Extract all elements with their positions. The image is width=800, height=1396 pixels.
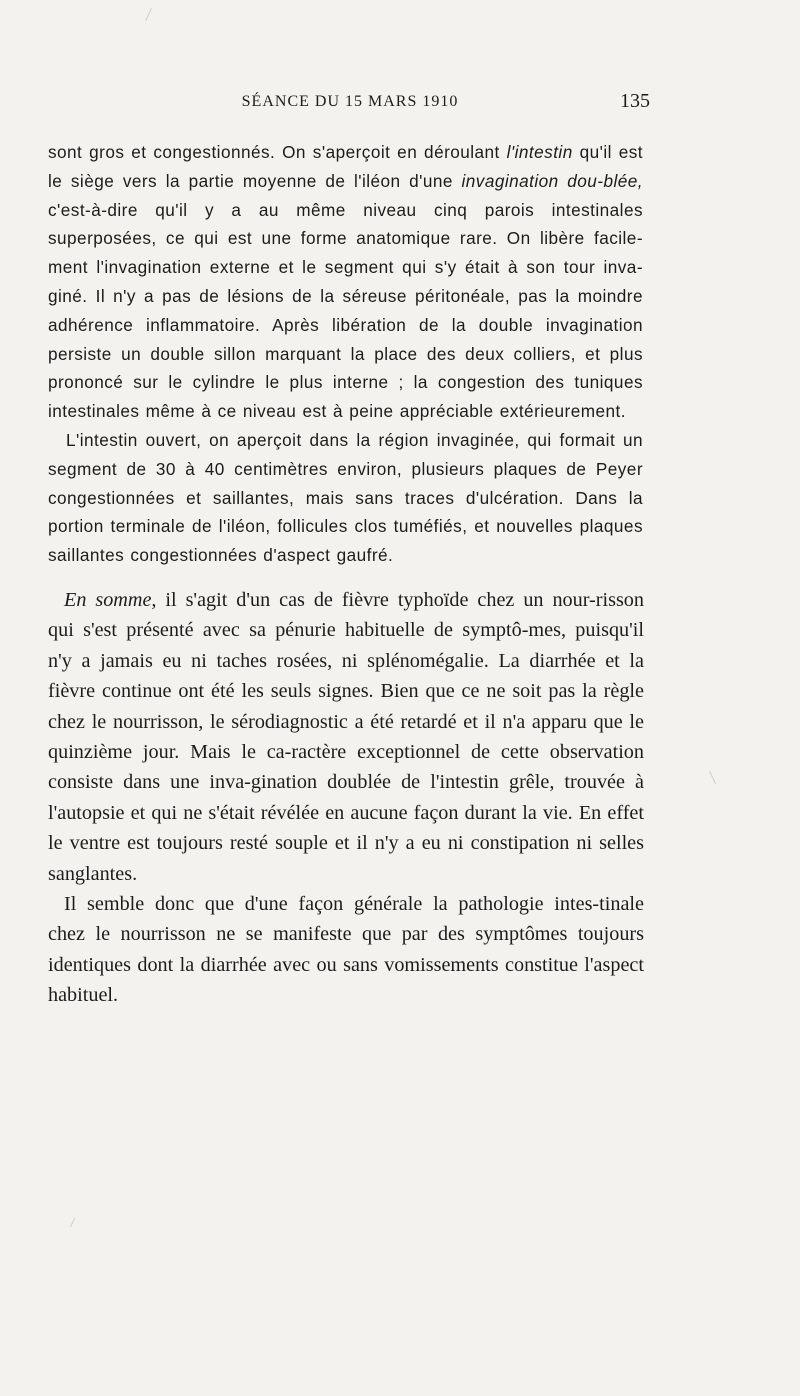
discussion-text	[48, 585, 644, 1011]
paper-speck	[145, 8, 155, 22]
running-head: SÉANCE DU 15 MARS 1910	[241, 93, 459, 110]
text-run-italic: En somme,	[64, 589, 157, 611]
paper-speck	[709, 770, 719, 784]
text-run-italic: l'intestin	[506, 142, 573, 162]
paragraph-opened-intestine	[48, 426, 643, 570]
text-run: c'est-à-dire qu'il y a au même niveau cinq parois intestinales superposées, ce qui est une forme anatomique rare. On libère facile-ment l'invagination externe et le segment qui s'y était à son tour inva-giné. Il n'y a pas de lésions de la séreuse péritonéale, pas la moindre adhérence inflammatoire. Après libération de la double invagination persiste un double sillon marquant la place des deux colliers, et plus prononcé sur le cylindre le plus interne ; la congestion des tuniques intestinales même à ce niveau est à peine appréciable extérieurement.	[48, 199, 643, 422]
text-run: L'intestin ouvert, on aperçoit dans la région invaginée, qui formait un segment de 30 à 40 centimètres environ, plusieurs plaques de Peyer congestionnées et saillantes, mais sans traces d'ulcération. Dans la portion terminale de l'iléon, follicules clos tuméfiés, et nouvelles plaques saillantes congestionnées d'aspect gaufré.	[48, 429, 643, 566]
text-run: sont gros et congestionnés. On s'aperçoit en déroulant	[48, 142, 507, 162]
page-header	[0, 90, 800, 117]
text-run: Il semble donc que d'une façon générale la pathologie intes-tinale chez le nourrisson ne se manifeste que par des symptômes toujours identiques dont la diarrhée avec ou sans vomissements constitue l'aspect habituel.	[48, 893, 644, 1007]
paragraph-summary	[48, 585, 644, 889]
text-run: il s'agit d'un cas de fièvre typhoïde chez un nour-risson qui s'est présenté avec sa pénurie habituelle de symptô-mes, puisqu'il n'y a jamais eu ni taches rosées, ni splénomégalie. La diarrhée et la fièvre continue ont été les seuls signes. Bien que ce ne soit pas la règle chez le nourrisson, le sérodiagnostic a été retardé et il n'a apparu que le quinzième jour. Mais le ca-ractère exceptionnel de cette observation consiste dans une inva-gination doublée de l'intestin grêle, trouvée à l'autopsie et qui ne s'était révélée en aucune façon durant la vie. En effet le ventre est toujours resté souple et il n'y a eu ni constipation ni selles sanglantes.	[48, 589, 644, 885]
paragraph-autopsy-findings	[48, 138, 643, 426]
paper-speck	[70, 1218, 78, 1229]
text-run: qu'il est le siège vers la partie moyenne de l'iléon d'une	[48, 142, 644, 191]
case-report-text	[48, 138, 643, 570]
page-number: 135	[620, 90, 650, 112]
text-run-italic: invagination dou-blée,	[461, 170, 643, 191]
paragraph-conclusion	[48, 889, 644, 1011]
